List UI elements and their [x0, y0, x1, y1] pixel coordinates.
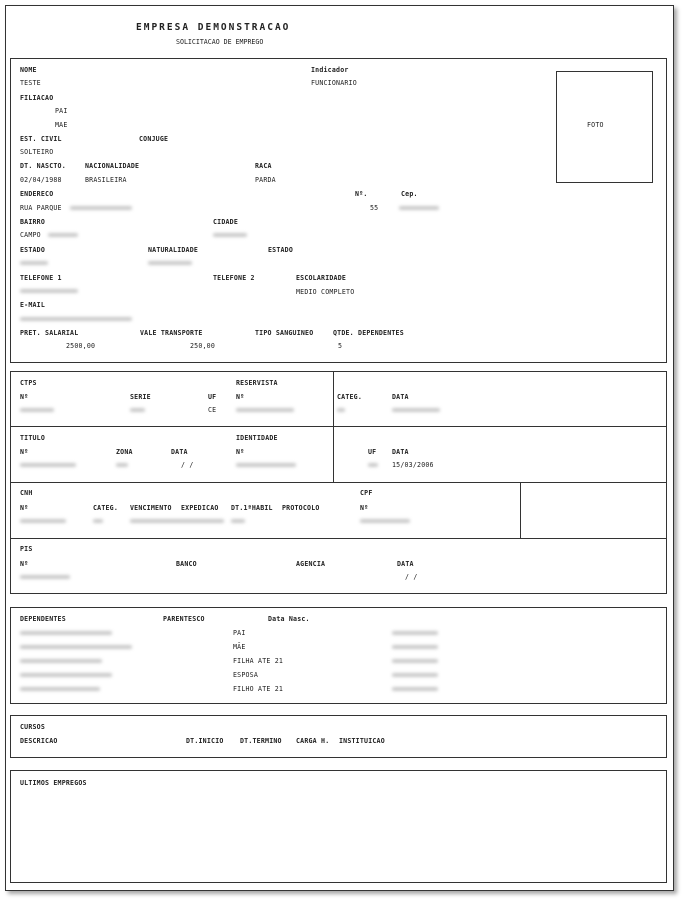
redacted-email	[20, 317, 132, 321]
dependente-parentesco: FILHA ATE 21	[233, 657, 284, 665]
redacted-bairro	[48, 233, 78, 237]
conjuge-label: CONJUGE	[139, 135, 169, 143]
indicador-label: Indicador	[311, 66, 349, 74]
ctps-num-label: Nº	[20, 393, 29, 401]
escolaridade-label: ESCOLARIDADE	[296, 274, 347, 282]
redacted-dependente-date	[392, 631, 438, 635]
estado-label: ESTADO	[20, 246, 46, 254]
cidade-label: CIDADE	[213, 218, 239, 226]
bairro-label: BAIRRO	[20, 218, 46, 226]
est-civil-value: SOLTEIRO	[20, 148, 54, 156]
mae-label: MAE	[55, 121, 68, 129]
dependente-parentesco: PAI	[233, 629, 246, 637]
redacted-dependente-name	[20, 659, 102, 663]
redacted-address	[70, 206, 132, 210]
indicador-value: FUNCIONARIO	[311, 79, 357, 87]
raca-label: RACA	[255, 162, 272, 170]
protocolo-label: PROTOCOLO	[282, 504, 320, 512]
numero-value: 55	[370, 204, 379, 212]
pis-data-value: / /	[405, 573, 418, 581]
pis-num-label: Nº	[20, 560, 29, 568]
numero-label: Nº.	[355, 190, 368, 198]
redacted-categ	[337, 408, 345, 412]
parentesco-label: PARENTESCO	[163, 615, 205, 623]
redacted-dependente-date	[392, 673, 438, 677]
redacted-cnh	[20, 519, 66, 523]
qtde-dependentes-value: 5	[338, 342, 343, 350]
dt-nasc-value: 02/04/1988	[20, 176, 62, 184]
redacted-dependente-date	[392, 659, 438, 663]
redacted-dependente-name	[20, 631, 112, 635]
ctps-uf-label: UF	[208, 393, 217, 401]
divider	[333, 371, 334, 482]
instituicao-label: INSTITUICAO	[339, 737, 385, 745]
redacted-ctps	[20, 408, 54, 412]
empregos-section	[10, 770, 667, 883]
qtde-dependentes-label: QTDE. DEPENDENTES	[333, 329, 404, 337]
redacted-cpf	[360, 519, 410, 523]
estado2-label: ESTADO	[268, 246, 294, 254]
bairro-value: CAMPO	[20, 231, 41, 239]
empregos-title: ULTIMOS EMPREGOS	[20, 779, 87, 787]
pis-data-label: DATA	[397, 560, 414, 568]
reservista-data-label: DATA	[392, 393, 409, 401]
expedicao-label: EXPEDICAO	[181, 504, 219, 512]
descricao-label: DESCRICAO	[20, 737, 58, 745]
redacted-zona	[116, 463, 128, 467]
redacted-serie	[130, 408, 145, 412]
email-label: E-MAIL	[20, 301, 46, 309]
pis-label: PIS	[20, 545, 33, 553]
redacted-dependente-date	[392, 687, 438, 691]
dependente-parentesco: ESPOSA	[233, 671, 259, 679]
identidade-uf-label: UF	[368, 448, 377, 456]
pai-label: PAI	[55, 107, 68, 115]
dependentes-section	[10, 607, 667, 704]
cep-label: Cep.	[401, 190, 418, 198]
company-name: EMPRESA DEMONSTRACAO	[136, 22, 291, 33]
categ-label: CATEG.	[337, 393, 363, 401]
redacted-estado	[20, 261, 48, 265]
nome-label: NOME	[20, 66, 37, 74]
identidade-data-label: DATA	[392, 448, 409, 456]
photo-box	[556, 71, 653, 183]
cnh-label: CNH	[20, 489, 33, 497]
dt-inicio-label: DT.INICIO	[186, 737, 224, 745]
cursos-title: CURSOS	[20, 723, 46, 731]
redacted-dt-habil	[231, 519, 245, 523]
dt-habil-label: DT.1ªHABIL	[231, 504, 273, 512]
banco-label: BANCO	[176, 560, 197, 568]
pret-salarial-value: 2500,00	[66, 342, 96, 350]
redacted-cnh-categ	[93, 519, 103, 523]
redacted-dependente-date	[392, 645, 438, 649]
ctps-label: CTPS	[20, 379, 37, 387]
filiacao-label: FILIACAO	[20, 94, 54, 102]
reservista-label: RESERVISTA	[236, 379, 278, 387]
agencia-label: AGENCIA	[296, 560, 326, 568]
vencimento-label: VENCIMENTO	[130, 504, 172, 512]
vale-transporte-label: VALE TRANSPORTE	[140, 329, 203, 337]
redacted-cnh-dates	[130, 519, 224, 523]
redacted-dependente-name	[20, 645, 132, 649]
form-title: SOLICITACAO DE EMPREGO	[176, 38, 264, 46]
titulo-data-label: DATA	[171, 448, 188, 456]
identidade-label: IDENTIDADE	[236, 434, 278, 442]
dependente-parentesco: MÃE	[233, 643, 246, 651]
zona-label: ZONA	[116, 448, 133, 456]
endereco-label: ENDERECO	[20, 190, 54, 198]
redacted-pis	[20, 575, 70, 579]
titulo-data-value: / /	[181, 461, 194, 469]
dependente-parentesco: FILHO ATE 21	[233, 685, 284, 693]
redacted-naturalidade	[148, 261, 192, 265]
redacted-reservista-data	[392, 408, 440, 412]
dependentes-title: DEPENDENTES	[20, 615, 66, 623]
nacionalidade-value: BRASILEIRA	[85, 176, 127, 184]
cpf-num-label: Nº	[360, 504, 369, 512]
redacted-titulo	[20, 463, 76, 467]
redacted-identidade-uf	[368, 463, 378, 467]
dt-termino-label: DT.TERMINO	[240, 737, 282, 745]
endereco-value: RUA PARQUE	[20, 204, 62, 212]
redacted-dependente-name	[20, 673, 112, 677]
redacted-dependente-name	[20, 687, 100, 691]
titulo-num-label: Nº	[20, 448, 29, 456]
titulo-label: TITULO	[20, 434, 46, 442]
photo-label: FOTO	[587, 121, 604, 129]
tipo-sanguineo-label: TIPO SANGUINEO	[255, 329, 314, 337]
redacted-cidade	[213, 233, 247, 237]
telefone1-label: TELEFONE 1	[20, 274, 62, 282]
pret-salarial-label: PRET. SALARIAL	[20, 329, 79, 337]
dt-nasc-label: DT. NASCTO.	[20, 162, 66, 170]
identidade-num-label: Nº	[236, 448, 245, 456]
nome-value: TESTE	[20, 79, 41, 87]
divider	[10, 426, 667, 427]
nacionalidade-label: NACIONALIDADE	[85, 162, 140, 170]
divider	[10, 482, 667, 483]
data-nasc-label: Data Nasc.	[268, 615, 310, 623]
redacted-telefone1	[20, 289, 78, 293]
reservista-num-label: Nº	[236, 393, 245, 401]
identidade-data-value: 15/03/2006	[392, 461, 434, 469]
vale-transporte-value: 250,00	[190, 342, 216, 350]
est-civil-label: EST. CIVIL	[20, 135, 62, 143]
raca-value: PARDA	[255, 176, 276, 184]
escolaridade-value: MEDIO COMPLETO	[296, 288, 355, 296]
serie-label: SERIE	[130, 393, 151, 401]
telefone2-label: TELEFONE 2	[213, 274, 255, 282]
cnh-categ-label: CATEG.	[93, 504, 119, 512]
carga-label: CARGA H.	[296, 737, 330, 745]
cpf-label: CPF	[360, 489, 373, 497]
cnh-num-label: Nº	[20, 504, 29, 512]
ctps-uf-value: CE	[208, 406, 217, 414]
naturalidade-label: NATURALIDADE	[148, 246, 199, 254]
divider	[520, 482, 521, 538]
redacted-identidade	[236, 463, 296, 467]
divider	[10, 538, 667, 539]
redacted-reservista	[236, 408, 294, 412]
redacted-cep	[399, 206, 439, 210]
